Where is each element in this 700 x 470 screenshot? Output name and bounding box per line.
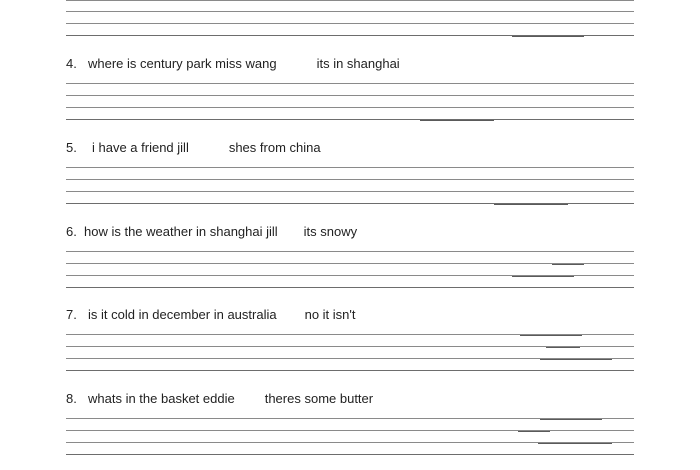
question-answer: shes from china bbox=[228, 140, 321, 155]
writing-line bbox=[66, 11, 634, 12]
writing-line bbox=[66, 107, 634, 108]
ruler-mark bbox=[552, 264, 584, 265]
ruler-mark bbox=[512, 276, 574, 277]
writing-line bbox=[66, 0, 634, 1]
question-sentence: is it cold in december in australia bbox=[88, 307, 277, 322]
question-sentence: i have a friend jill bbox=[92, 140, 189, 155]
question-4 bbox=[66, 56, 400, 71]
question-number: 7. bbox=[66, 307, 77, 322]
writing-line bbox=[66, 251, 634, 252]
question-sentence: whats in the basket eddie bbox=[88, 391, 235, 406]
question-answer: its snowy bbox=[303, 224, 358, 239]
question-answer: theres some butter bbox=[264, 391, 374, 406]
writing-line bbox=[66, 191, 634, 192]
writing-line bbox=[66, 95, 634, 96]
ruler-mark bbox=[518, 431, 550, 432]
writing-line bbox=[66, 167, 634, 168]
writing-line bbox=[66, 83, 634, 84]
question-5 bbox=[66, 140, 321, 155]
question-answer: its in shanghai bbox=[316, 56, 400, 71]
writing-line bbox=[66, 23, 634, 24]
ruler-mark bbox=[540, 419, 602, 420]
question-sentence: where is century park miss wang bbox=[88, 56, 277, 71]
question-number: 4. bbox=[66, 56, 77, 71]
writing-line bbox=[66, 287, 634, 288]
ruler-mark bbox=[538, 443, 612, 444]
question-answer: no it isn't bbox=[304, 307, 356, 322]
ruler-mark bbox=[512, 36, 584, 37]
writing-line bbox=[66, 370, 634, 371]
writing-line bbox=[66, 263, 634, 264]
question-8 bbox=[66, 391, 373, 406]
ruler-mark bbox=[420, 120, 494, 121]
question-number: 5. bbox=[66, 140, 77, 155]
ruler-mark bbox=[494, 204, 568, 205]
question-number: 8. bbox=[66, 391, 77, 406]
question-number: 6. bbox=[66, 224, 77, 239]
ruler-mark bbox=[540, 359, 612, 360]
ruler-mark bbox=[520, 335, 582, 336]
writing-line bbox=[66, 119, 634, 120]
question-7 bbox=[66, 307, 356, 322]
question-6 bbox=[66, 224, 357, 239]
question-sentence: how is the weather in shanghai jill bbox=[84, 224, 278, 239]
ruler-mark bbox=[546, 347, 580, 348]
writing-line bbox=[66, 454, 634, 455]
writing-line bbox=[66, 179, 634, 180]
